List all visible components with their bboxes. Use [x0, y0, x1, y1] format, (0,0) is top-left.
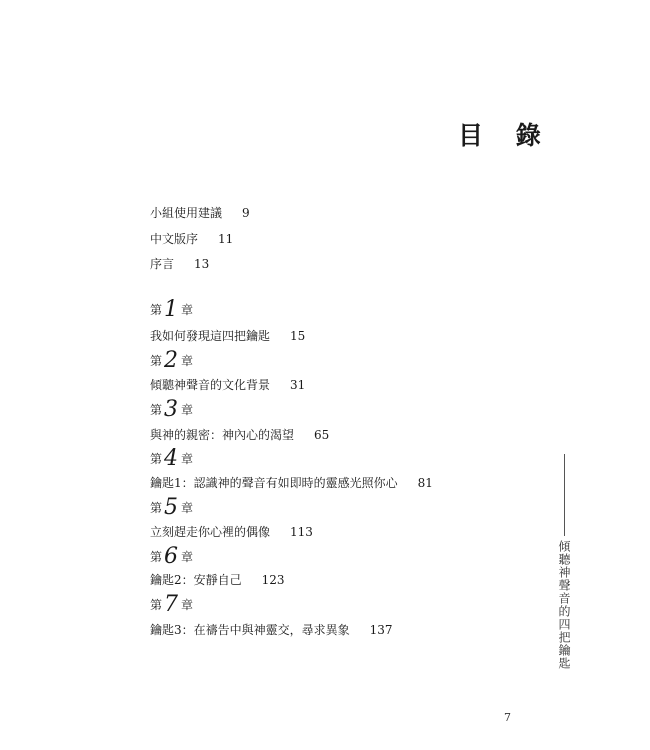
toc-entry-chapter-3[interactable]: [150, 427, 329, 443]
toc-entry-group-suggestions[interactable]: [150, 205, 250, 221]
toc-entry-page: 31: [290, 378, 306, 392]
toc-entry-label: 與神的親密：神內心的渴望: [150, 428, 295, 442]
toc-entry-label: 小組使用建議: [150, 206, 223, 220]
chapter-number: 2: [164, 348, 179, 373]
toc-entry-chapter-2[interactable]: [150, 377, 305, 393]
toc-entry-chinese-preface[interactable]: [150, 231, 233, 247]
toc-entry-chapter-5[interactable]: [150, 524, 313, 540]
toc-entry-chapter-6[interactable]: [150, 572, 285, 588]
chapter-heading-6: 第6 章: [150, 544, 194, 569]
chapter-heading-1: 第1 章: [150, 297, 194, 322]
side-rule: [564, 454, 565, 536]
chapter-heading-7: 第7 章: [150, 592, 194, 617]
chapter-number: 6: [164, 544, 179, 569]
toc-entry-chapter-7[interactable]: [150, 622, 393, 638]
toc-entry-page: 113: [290, 525, 313, 539]
toc-entry-label: 鑰匙1：認識神的聲音有如即時的靈感光照你心: [150, 476, 398, 490]
toc-entry-chapter-1[interactable]: [150, 328, 305, 344]
toc-entry-label: 鑰匙2：安靜自己: [150, 573, 242, 587]
toc-entry-page: 11: [218, 232, 234, 246]
chapter-number: 1: [164, 297, 179, 322]
page-title: 目 錄: [458, 121, 553, 150]
chapter-number: 3: [164, 397, 179, 422]
toc-entry-label: 傾聽神聲音的文化背景: [150, 378, 271, 392]
page-number: 7: [504, 711, 511, 724]
toc-entry-label: 中文版序: [150, 232, 199, 246]
toc-entry-page: 15: [290, 329, 306, 343]
chapter-heading-5: 第5 章: [150, 495, 194, 520]
side-book-title: 傾聽神聲音的四把鑰匙: [557, 540, 571, 670]
toc-entry-page: 81: [417, 476, 433, 490]
chapter-heading-3: 第3 章: [150, 397, 194, 422]
toc-entry-page: 13: [194, 257, 210, 271]
toc-entry-label: 鑰匙3：在禱告中與神靈交，尋求異象: [150, 623, 350, 637]
toc-entry-label: 立刻趕走你心裡的偶像: [150, 525, 271, 539]
chapter-number: 5: [164, 495, 179, 520]
chapter-heading-4: 第4 章: [150, 446, 194, 471]
toc-entry-page: 137: [369, 623, 393, 637]
toc-entry-label: 我如何發現這四把鑰匙: [150, 329, 271, 343]
toc-entry-page: 65: [314, 428, 330, 442]
toc-entry-preface[interactable]: [150, 256, 209, 272]
toc-entry-label: 序言: [150, 257, 175, 271]
chapter-heading-2: 第2 章: [150, 348, 194, 373]
toc-entry-page: 9: [242, 206, 250, 220]
toc-entry-page: 123: [261, 573, 285, 587]
toc-entry-chapter-4[interactable]: [150, 475, 433, 491]
chapter-number: 4: [164, 446, 179, 471]
chapter-number: 7: [164, 592, 179, 617]
